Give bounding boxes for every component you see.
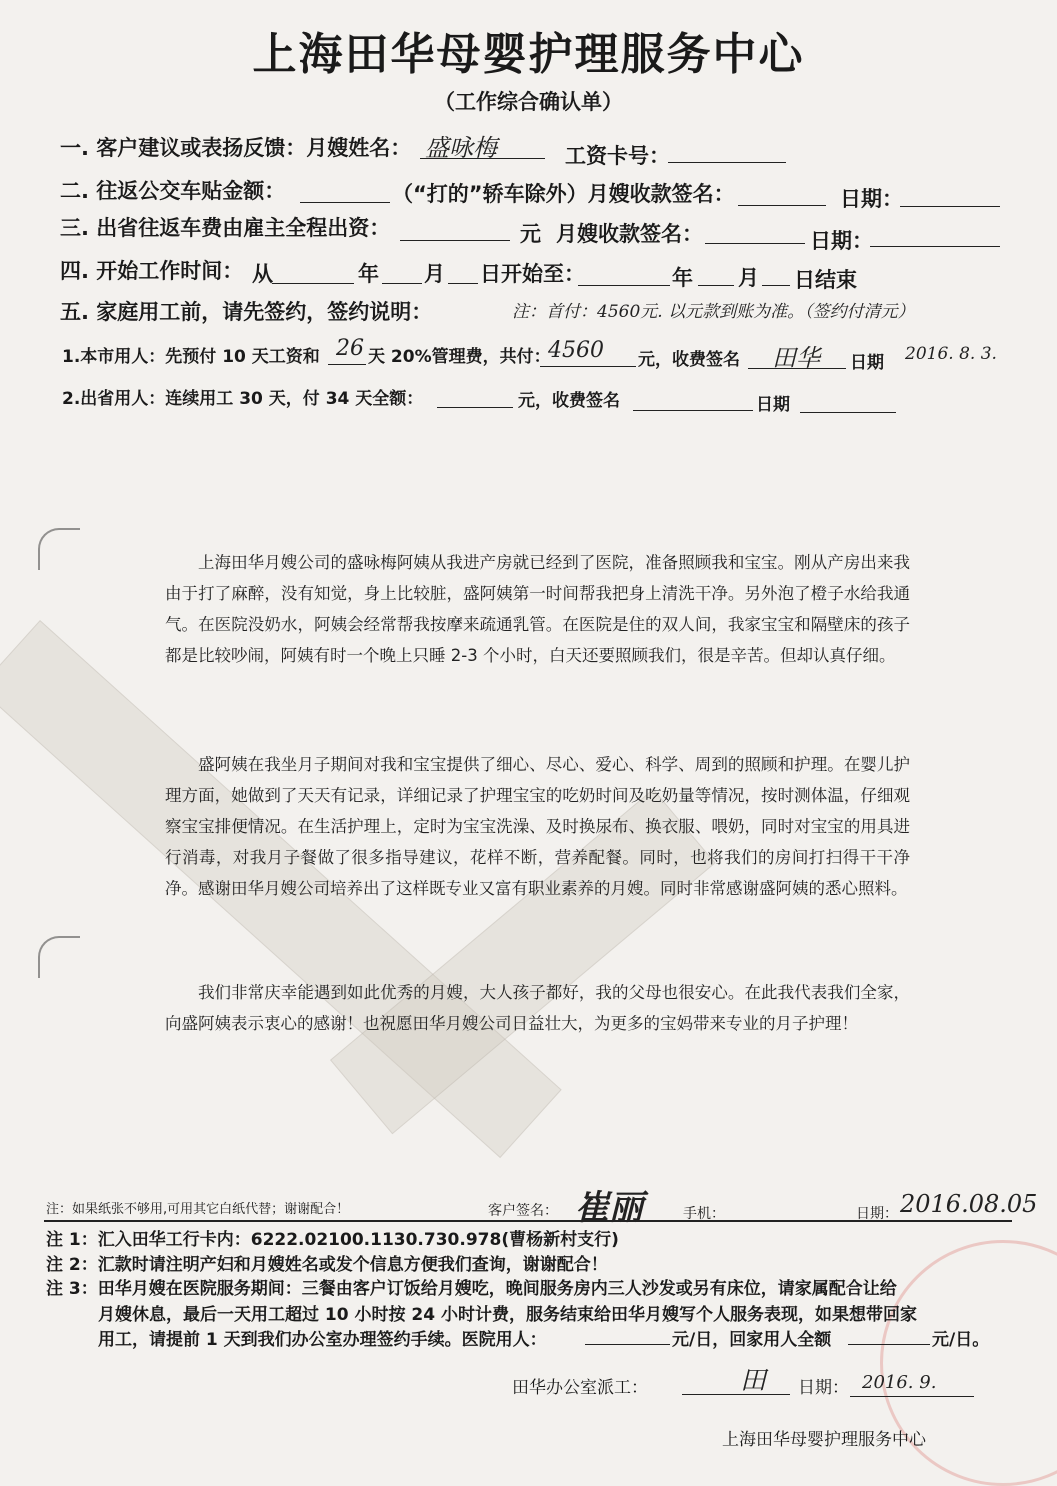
row4-year: 年 <box>358 262 379 286</box>
row5-label: 五. 家庭用工前，请先签约，签约说明： <box>60 300 433 324</box>
row7-sign-line <box>633 410 753 411</box>
row4-year2: 年 <box>672 266 693 290</box>
row3-mid: 月嫂收款签名： <box>556 222 703 246</box>
row4-day2-line <box>762 285 790 286</box>
row6-amount-value: 4560 <box>548 338 604 363</box>
row6-unit: 元，收费签名 <box>638 350 740 370</box>
row2-date-label: 日期： <box>840 187 903 211</box>
row3-amount-line <box>400 240 510 241</box>
row7-date-line <box>800 412 896 413</box>
row4-month-line <box>382 283 422 284</box>
customer-sign-value: 崔丽 <box>575 1188 643 1228</box>
row6-sign-value: 田华 <box>772 344 820 372</box>
row2-mid: （“打的”轿车除外）月嫂收款签名： <box>392 182 735 206</box>
row1-label: 一. 客户建议或表扬反馈：月嫂姓名： <box>60 136 412 160</box>
page-title: 上海田华母婴护理服务中心 <box>252 29 805 80</box>
letter-paragraph-3-text: 我们非常庆幸能遇到如此优秀的月嫂，大人孩子都好，我的父母也很安心。在此我代表我们全家，向盛阿姨表示衷心的感谢！也祝愿田华月嫂公司日益壮大，为更多的宝妈带来专业的月子护理！ <box>165 983 910 1033</box>
hospital-rate-line <box>585 1344 670 1345</box>
letter-paragraph-2-text: 盛阿姨在我坐月子期间对我和宝宝提供了细心、尽心、爱心、科学、周到的照顾和护理。在婴儿护理方面，她做到了天天有记录，详细记录了护理宝宝的吃奶时间及吃奶量等情况，按时测体温，仔细观察宝宝排便情况。在生活护理上，定时为宝宝洗澡、及时换尿布、换衣服、喂奶，同时对宝宝的用具进行消毒，对我月子餐做了很多指导建议，花样不断，营养配餐。同时，也将我们的房间打扫得干干净净。感谢田华月嫂公司培养出了这样既专业又富有职业素养的月嫂。同时非常感谢盛阿姨的悉心照料。 <box>165 755 910 898</box>
row2-label: 二. 往返公交车贴金额： <box>60 179 286 203</box>
dispatch-line <box>682 1394 790 1395</box>
row4-day-line <box>448 283 478 284</box>
row4-month2: 月 <box>738 266 759 290</box>
letter-paragraph-3 <box>165 977 910 1039</box>
letter-paragraph-1-text: 上海田华月嫂公司的盛咏梅阿姨从我进产房就已经到了医院，准备照顾我和宝宝。刚从产房出来我由于打了麻醉，没有知觉，身上比较脏，盛阿姨第一时间帮我把身上清洗干净。另外泡了橙子水给我通气。在医院没奶水，阿姨会经常帮我按摩来疏通乳管。在医院是住的双人间，我家宝宝和隔壁床的孩子都是比较吵闹，阿姨有时一个晚上只睡 2-3 个小时，白天还要照顾我们，很是辛苦。但却认真仔细。 <box>165 553 910 665</box>
row4-month: 月 <box>424 262 445 286</box>
row4-year2-line <box>578 285 670 286</box>
punch-hole-top <box>38 528 80 570</box>
letter-paragraph-1 <box>165 547 910 671</box>
row5-handnote: 注：首付：4560元. 以元款到账为准。（签约付清元） <box>512 302 915 322</box>
note-3-line-3: 用工，请提前 1 天到我们办公室办理签约手续。医院用人： <box>98 1330 547 1350</box>
footer-date-label: 日期： <box>856 1206 898 1222</box>
dispatch-label: 田华办公室派工： <box>512 1378 648 1398</box>
row4-day-end: 日结束 <box>794 268 857 292</box>
page-subtitle: （工作综合确认单） <box>434 90 623 114</box>
home-rate-line <box>848 1344 930 1345</box>
row6-mid: 天 20%管理费，共付： <box>368 347 551 367</box>
row6-days-line <box>328 364 366 365</box>
org-name: 上海田华母婴护理服务中心 <box>722 1430 926 1450</box>
row2-sign-line <box>738 205 826 206</box>
row3-date-label: 日期： <box>810 229 873 253</box>
note-2: 注 2：汇款时请注明产妇和月嫂姓名或发个信息方便我们查询，谢谢配合！ <box>46 1255 608 1275</box>
row6-date-value: 2016. 8. 3. <box>905 344 997 364</box>
row4-from: 从 <box>252 262 273 286</box>
row6-date-label: 日期 <box>850 353 884 373</box>
row3-date-line <box>870 246 1000 247</box>
footer-divider <box>44 1220 1012 1222</box>
note-3-line-2: 月嫂休息，最后一天用工超过 10 小时按 24 小时计费，服务结束给田华月嫂写个人服务表现，如果想带回家 <box>98 1305 917 1325</box>
row3-label: 三. 出省往返车费由雇主全程出资： <box>60 216 391 240</box>
row6-days-value: 26 <box>336 336 364 361</box>
letter-paragraph-2 <box>165 749 910 904</box>
dispatch-date-label: 日期： <box>798 1378 849 1398</box>
row7-unit: 元，收费签名 <box>518 391 620 411</box>
punch-hole-bottom <box>38 936 80 978</box>
row4-year-line <box>272 283 354 284</box>
dispatch-date-value: 2016. 9. <box>862 1372 937 1393</box>
row7-amount-line <box>437 407 513 408</box>
row1-name-value: 盛咏梅 <box>425 134 497 162</box>
note-3-unit-2: 元/日。 <box>932 1330 990 1350</box>
note-1: 注 1：汇入田华工行卡内：6222.02100.1130.730.978(曹杨新村支行) <box>46 1230 619 1250</box>
row4-label: 四. 开始工作时间： <box>60 259 244 283</box>
row7-label: 2.出省用人：连续用工 30 天，付 34 天全额： <box>62 389 424 409</box>
customer-sign-label: 客户签名： <box>488 1203 558 1219</box>
row4-day-start: 日开始至： <box>480 262 585 286</box>
row2-date-line <box>900 206 1000 207</box>
row6-amount-line <box>540 366 636 367</box>
row6-label: 1.本市用人：先预付 10 天工资和 <box>62 347 320 367</box>
row3-unit: 元 <box>520 222 541 246</box>
footer-date-value: 2016.08.05 <box>900 1190 1038 1218</box>
note-3-line-1: 注 3：田华月嫂在医院服务期间：三餐由客户订饭给月嫂吃，晚间服务房内三人沙发或另有床位，请家属配合让给 <box>46 1279 897 1299</box>
note-3-unit-1: 元/日，回家用人全额 <box>672 1330 832 1350</box>
row2-amount-line <box>300 202 390 203</box>
row7-date-label: 日期 <box>756 395 790 415</box>
row3-sign-line <box>705 243 805 244</box>
phone-label: 手机： <box>683 1206 725 1222</box>
footer-tip: 注：如果纸张不够用,可用其它白纸代替；谢谢配合！ <box>46 1202 350 1217</box>
row4-month2-line <box>698 285 734 286</box>
row1-card-label: 工资卡号： <box>565 144 670 168</box>
dispatch-value: 田 <box>740 1366 767 1396</box>
dispatch-date-line <box>850 1396 974 1397</box>
row1-card-line <box>668 162 786 163</box>
